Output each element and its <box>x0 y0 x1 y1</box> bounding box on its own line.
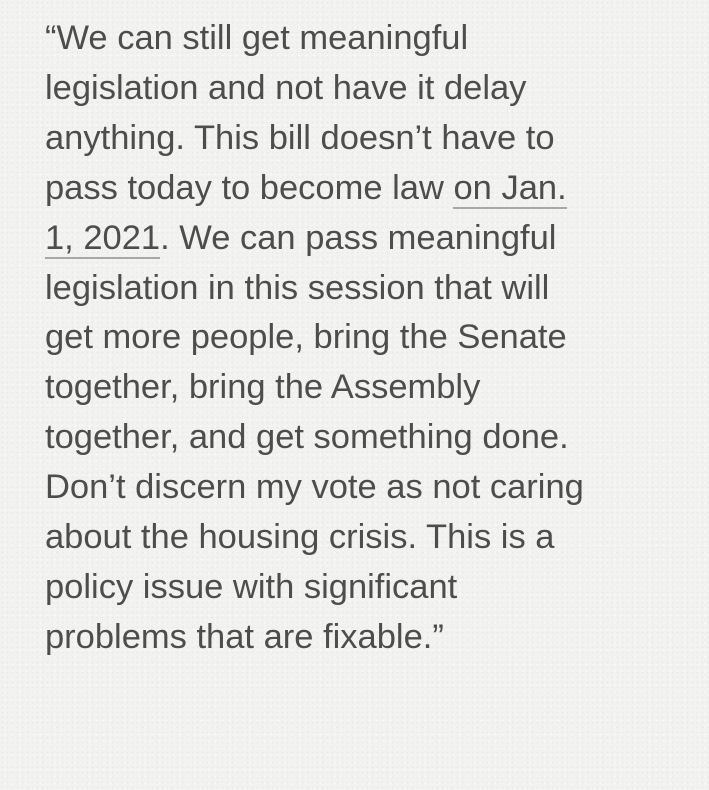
quote-line-8: together, bring the Assembly <box>45 368 481 407</box>
quote-line-12: policy issue with significant <box>45 567 458 606</box>
quote-line-4 <box>45 164 700 214</box>
date-link-part-2[interactable]: 1, 2021 <box>45 218 161 257</box>
quote-line-1: “We can still get meaningful <box>45 19 469 57</box>
quote-line-5 <box>45 214 700 264</box>
quote-line-13: problems that are fixable.” <box>45 617 444 656</box>
quote-line-11: about the housing crisis. This is a <box>45 518 555 557</box>
quote-text <box>45 14 700 663</box>
quote-line-7: get more people, bring the Senate <box>45 318 567 357</box>
quote-line-5-text: . We can pass meaningful <box>160 218 557 257</box>
quote-line-4-text: pass today to become law <box>45 168 454 207</box>
quote-line-6: legislation in this session that will <box>45 268 550 307</box>
quote-line-2: legislation and not have it delay <box>45 68 527 107</box>
date-link-part-1[interactable]: on Jan. <box>453 168 567 207</box>
quote-line-10: Don’t discern my vote as not caring <box>45 468 584 507</box>
quote-line-9: together, and get something done. <box>45 418 569 457</box>
quote-line-3: anything. This bill doesn’t have to <box>45 118 555 157</box>
